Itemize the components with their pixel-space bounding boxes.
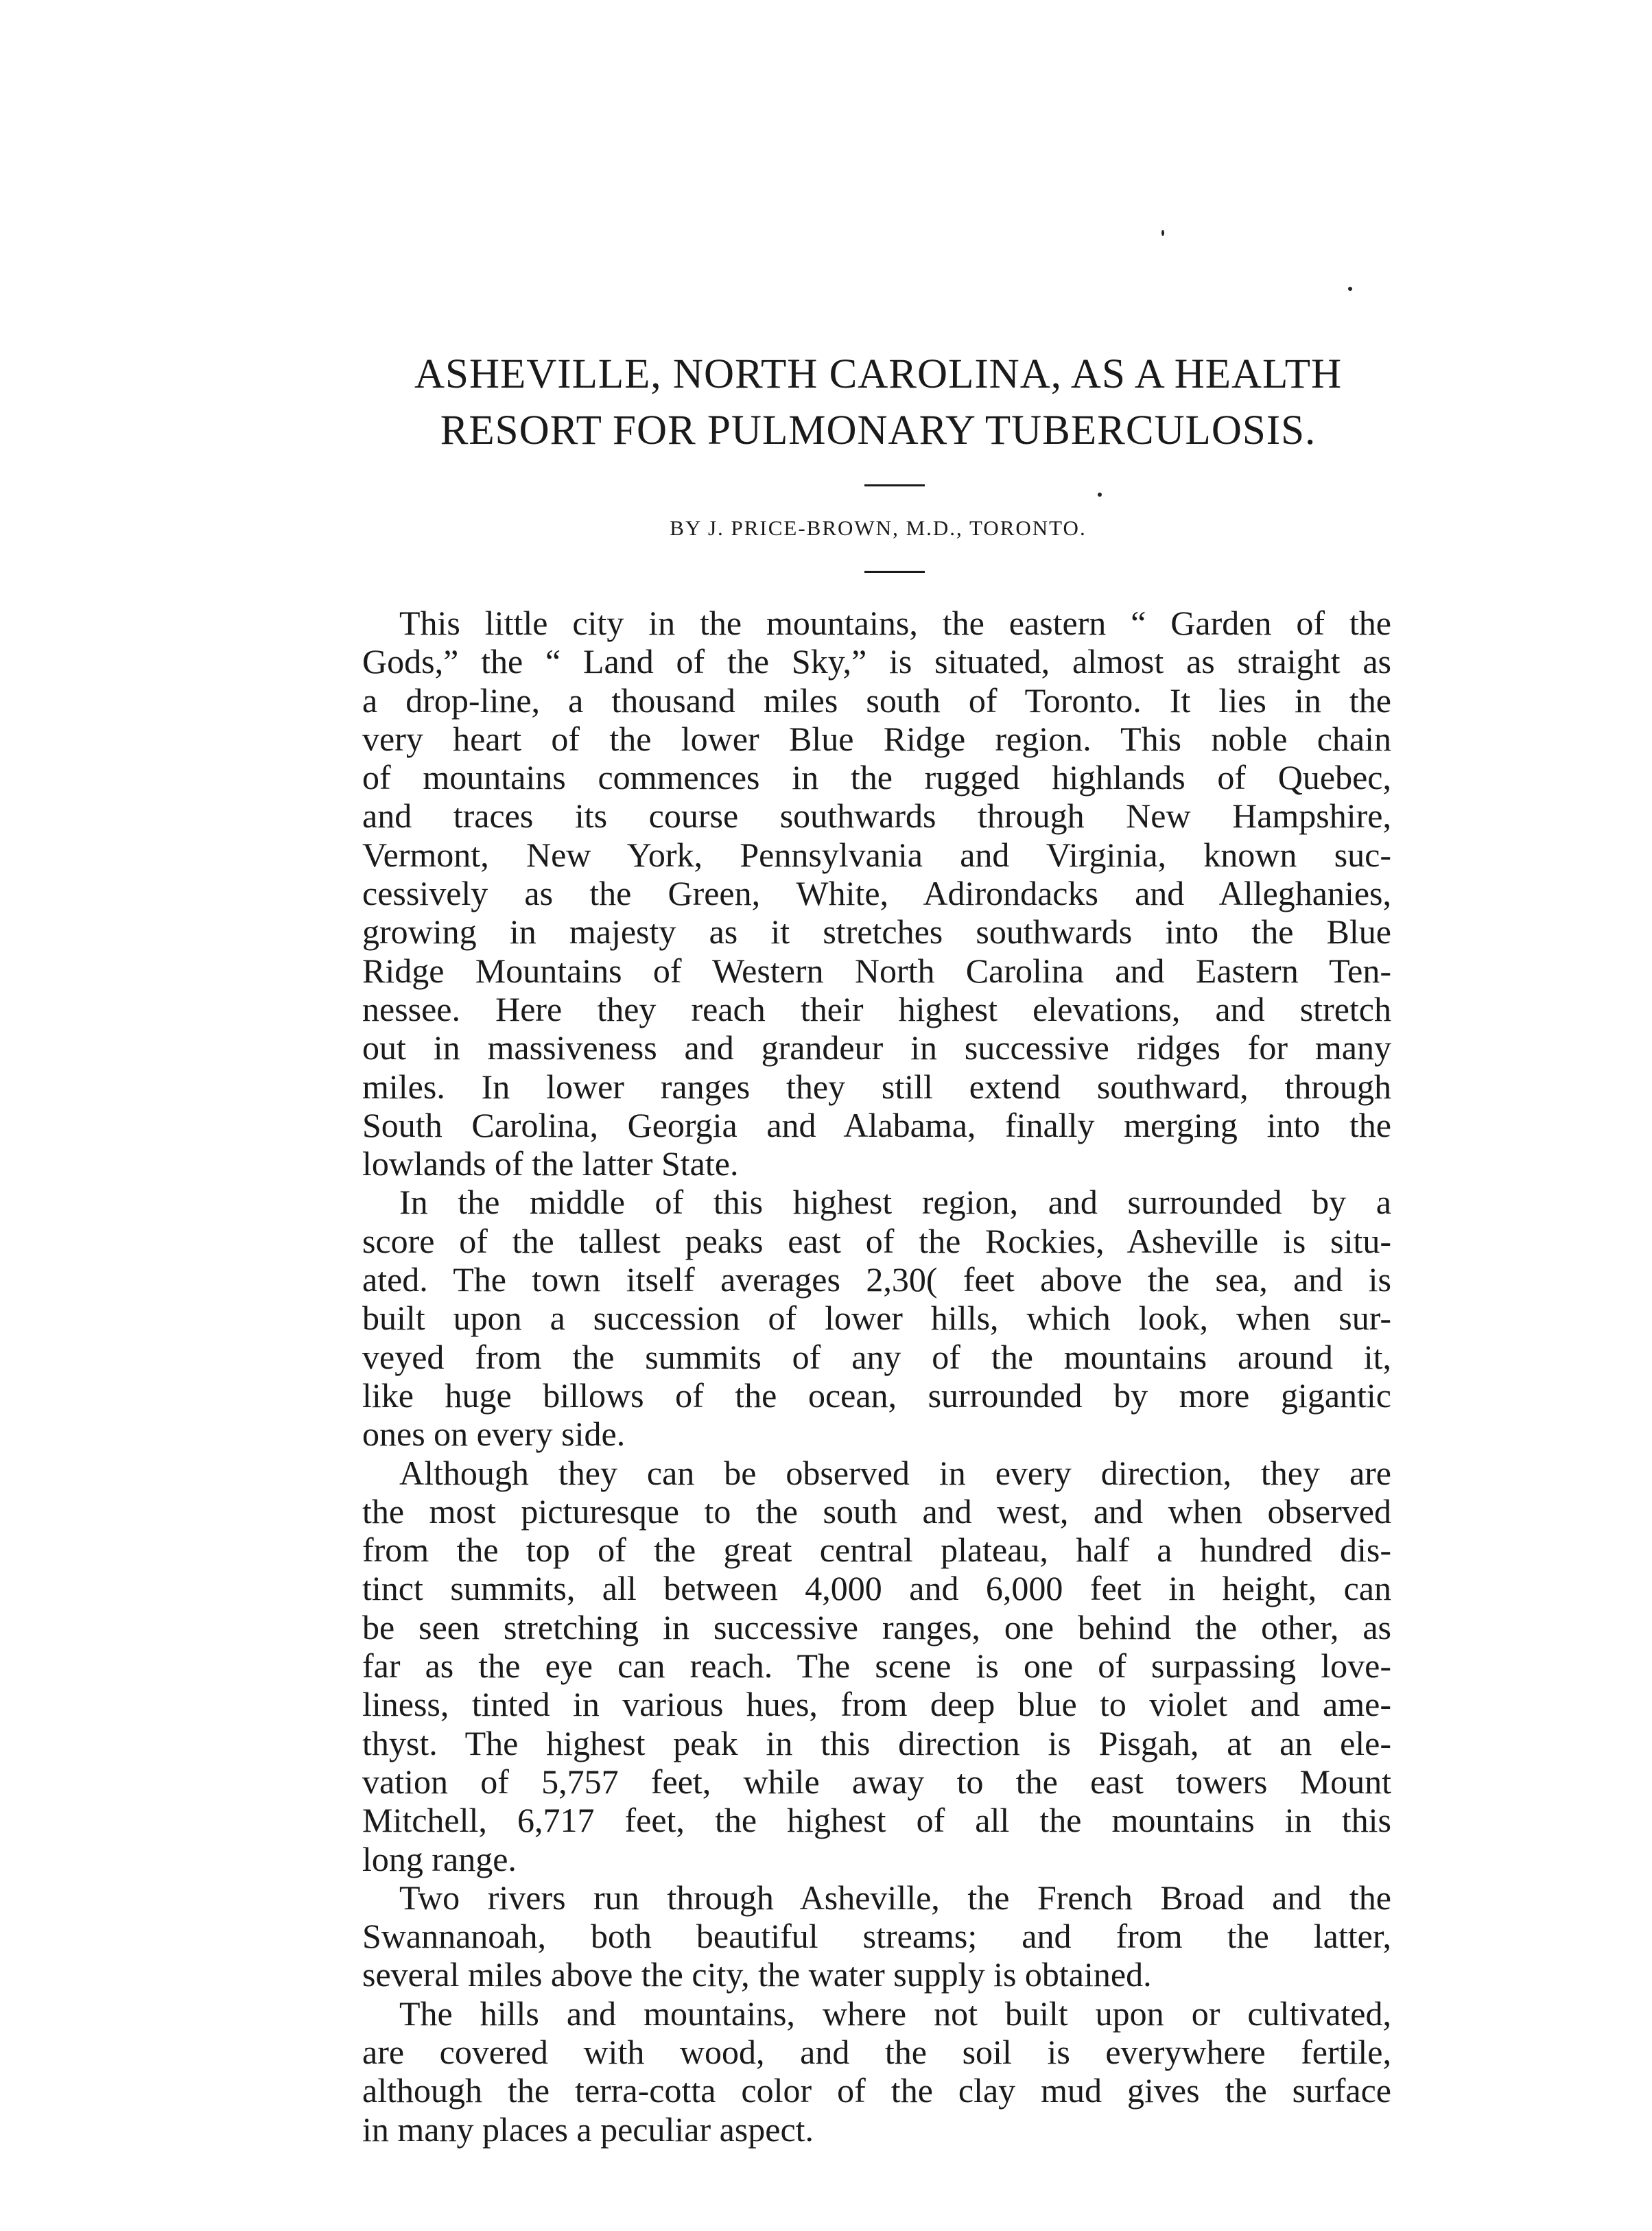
paragraph-line: from the top of the great central plateau, half a hundred dis- xyxy=(362,1531,1391,1570)
paragraph-line: veyed from the summits of any of the mountains around it, xyxy=(362,1337,1391,1376)
paragraph-line: in many places a peculiar aspect. xyxy=(362,2110,814,2149)
paragraph-line: out in massiveness and grandeur in successive ridges for many xyxy=(362,1028,1391,1067)
article-paragraph xyxy=(362,1183,1391,1453)
paragraph-line: thyst. The highest peak in this direction is Pisgah, at an ele- xyxy=(362,1723,1391,1762)
paragraph-line: ones on every side. xyxy=(362,1415,626,1454)
paragraph-line: several miles above the city, the water supply is obtained. xyxy=(362,1955,1152,1994)
paragraph-line: miles. In lower ranges they still extend southward, through xyxy=(362,1067,1391,1106)
paragraph-line: South Carolina, Georgia and Alabama, finally merging into the xyxy=(362,1105,1391,1144)
article-paragraph xyxy=(362,1878,1391,1994)
title-line-2: RESORT FOR PULMONARY TUBERCULOSIS. xyxy=(440,408,1317,453)
paragraph-line: long range. xyxy=(362,1839,517,1878)
paragraph-line: of mountains commences in the rugged highlands of Quebec, xyxy=(362,758,1391,797)
paragraph-line: vation of 5,757 feet, while away to the east towers Mount xyxy=(362,1762,1391,1801)
paragraph-line: tinct summits, all between 4,000 and 6,000 feet in height, can xyxy=(362,1569,1391,1608)
article-paragraph xyxy=(362,1994,1391,2149)
paragraph-line: This little city in the mountains, the eastern “ Garden of the xyxy=(399,604,1391,642)
paragraph-line: liness, tinted in various hues, from deep blue to violet and ame- xyxy=(362,1685,1391,1724)
paragraph-line: be seen stretching in successive ranges, one behind the other, as xyxy=(362,1607,1391,1646)
paragraph-line: built upon a succession of lower hills, which look, when sur- xyxy=(362,1299,1391,1338)
paragraph-line: Two rivers run through Asheville, the French Broad and the xyxy=(399,1878,1391,1917)
paragraph-line: score of the tallest peaks east of the Rockies, Asheville is situ- xyxy=(362,1221,1391,1260)
paragraph-line: and traces its course southwards through New Hampshire, xyxy=(362,796,1391,836)
paragraph-line: far as the eye can reach. The scene is one of surpassing love- xyxy=(362,1646,1391,1686)
paragraph-line: Ridge Mountains of Western North Carolina and Eastern Ten- xyxy=(362,951,1391,990)
paragraph-line: like huge billows of the ocean, surrounded by more gigantic xyxy=(362,1376,1391,1415)
scan-speck xyxy=(1348,287,1352,291)
paragraph-line: a drop-line, a thousand miles south of Toronto. It lies in the xyxy=(362,681,1391,720)
paragraph-line: nessee. Here they reach their highest elevations, and stretch xyxy=(362,989,1391,1028)
scan-speck xyxy=(1098,493,1102,497)
paragraph-line: although the terra-cotta color of the clay mud gives the surface xyxy=(362,2071,1391,2110)
article-paragraph xyxy=(362,604,1391,1183)
paragraph-line: Swannanoah, both beautiful streams; and from the latter, xyxy=(362,1917,1391,1956)
paragraph-line: Mitchell, 6,717 feet, the highest of all the mountains in this xyxy=(362,1801,1391,1840)
scan-speck xyxy=(1161,230,1164,236)
article-body xyxy=(362,604,1391,2149)
article-title xyxy=(343,346,1413,459)
paragraph-line: In the middle of this highest region, and surrounded by a xyxy=(399,1183,1391,1222)
paragraph-line: Gods,” the “ Land of the Sky,” is situated, almost as straight as xyxy=(362,642,1391,681)
paragraph-line: The hills and mountains, where not built upon or cultivated, xyxy=(399,1994,1391,2033)
paragraph-line: are covered with wood, and the soil is everywhere fertile, xyxy=(362,2032,1391,2071)
article-paragraph xyxy=(362,1454,1391,1878)
paragraph-line: lowlands of the latter State. xyxy=(362,1144,739,1183)
paragraph-line: very heart of the lower Blue Ridge region. This noble chain xyxy=(362,719,1391,758)
byline-divider xyxy=(864,571,925,573)
paragraph-line: Although they can be observed in every direction, they are xyxy=(399,1453,1391,1492)
title-divider xyxy=(864,484,925,486)
paragraph-line: cessively as the Green, White, Adirondacks and Alleghanies, xyxy=(362,874,1391,913)
paragraph-line: Vermont, New York, Pennsylvania and Virginia, known suc- xyxy=(362,835,1391,874)
paragraph-line: growing in majesty as it stretches southwards into the Blue xyxy=(362,912,1391,952)
paragraph-line: the most picturesque to the south and west, and when observed xyxy=(362,1491,1391,1531)
title-line-1: ASHEVILLE, NORTH CAROLINA, AS A HEALTH xyxy=(414,351,1343,397)
author-byline: BY J. PRICE-BROWN, M.D., TORONTO. xyxy=(670,516,1087,540)
paragraph-line: ated. The town itself averages 2,30( feet above the sea, and is xyxy=(362,1260,1391,1299)
